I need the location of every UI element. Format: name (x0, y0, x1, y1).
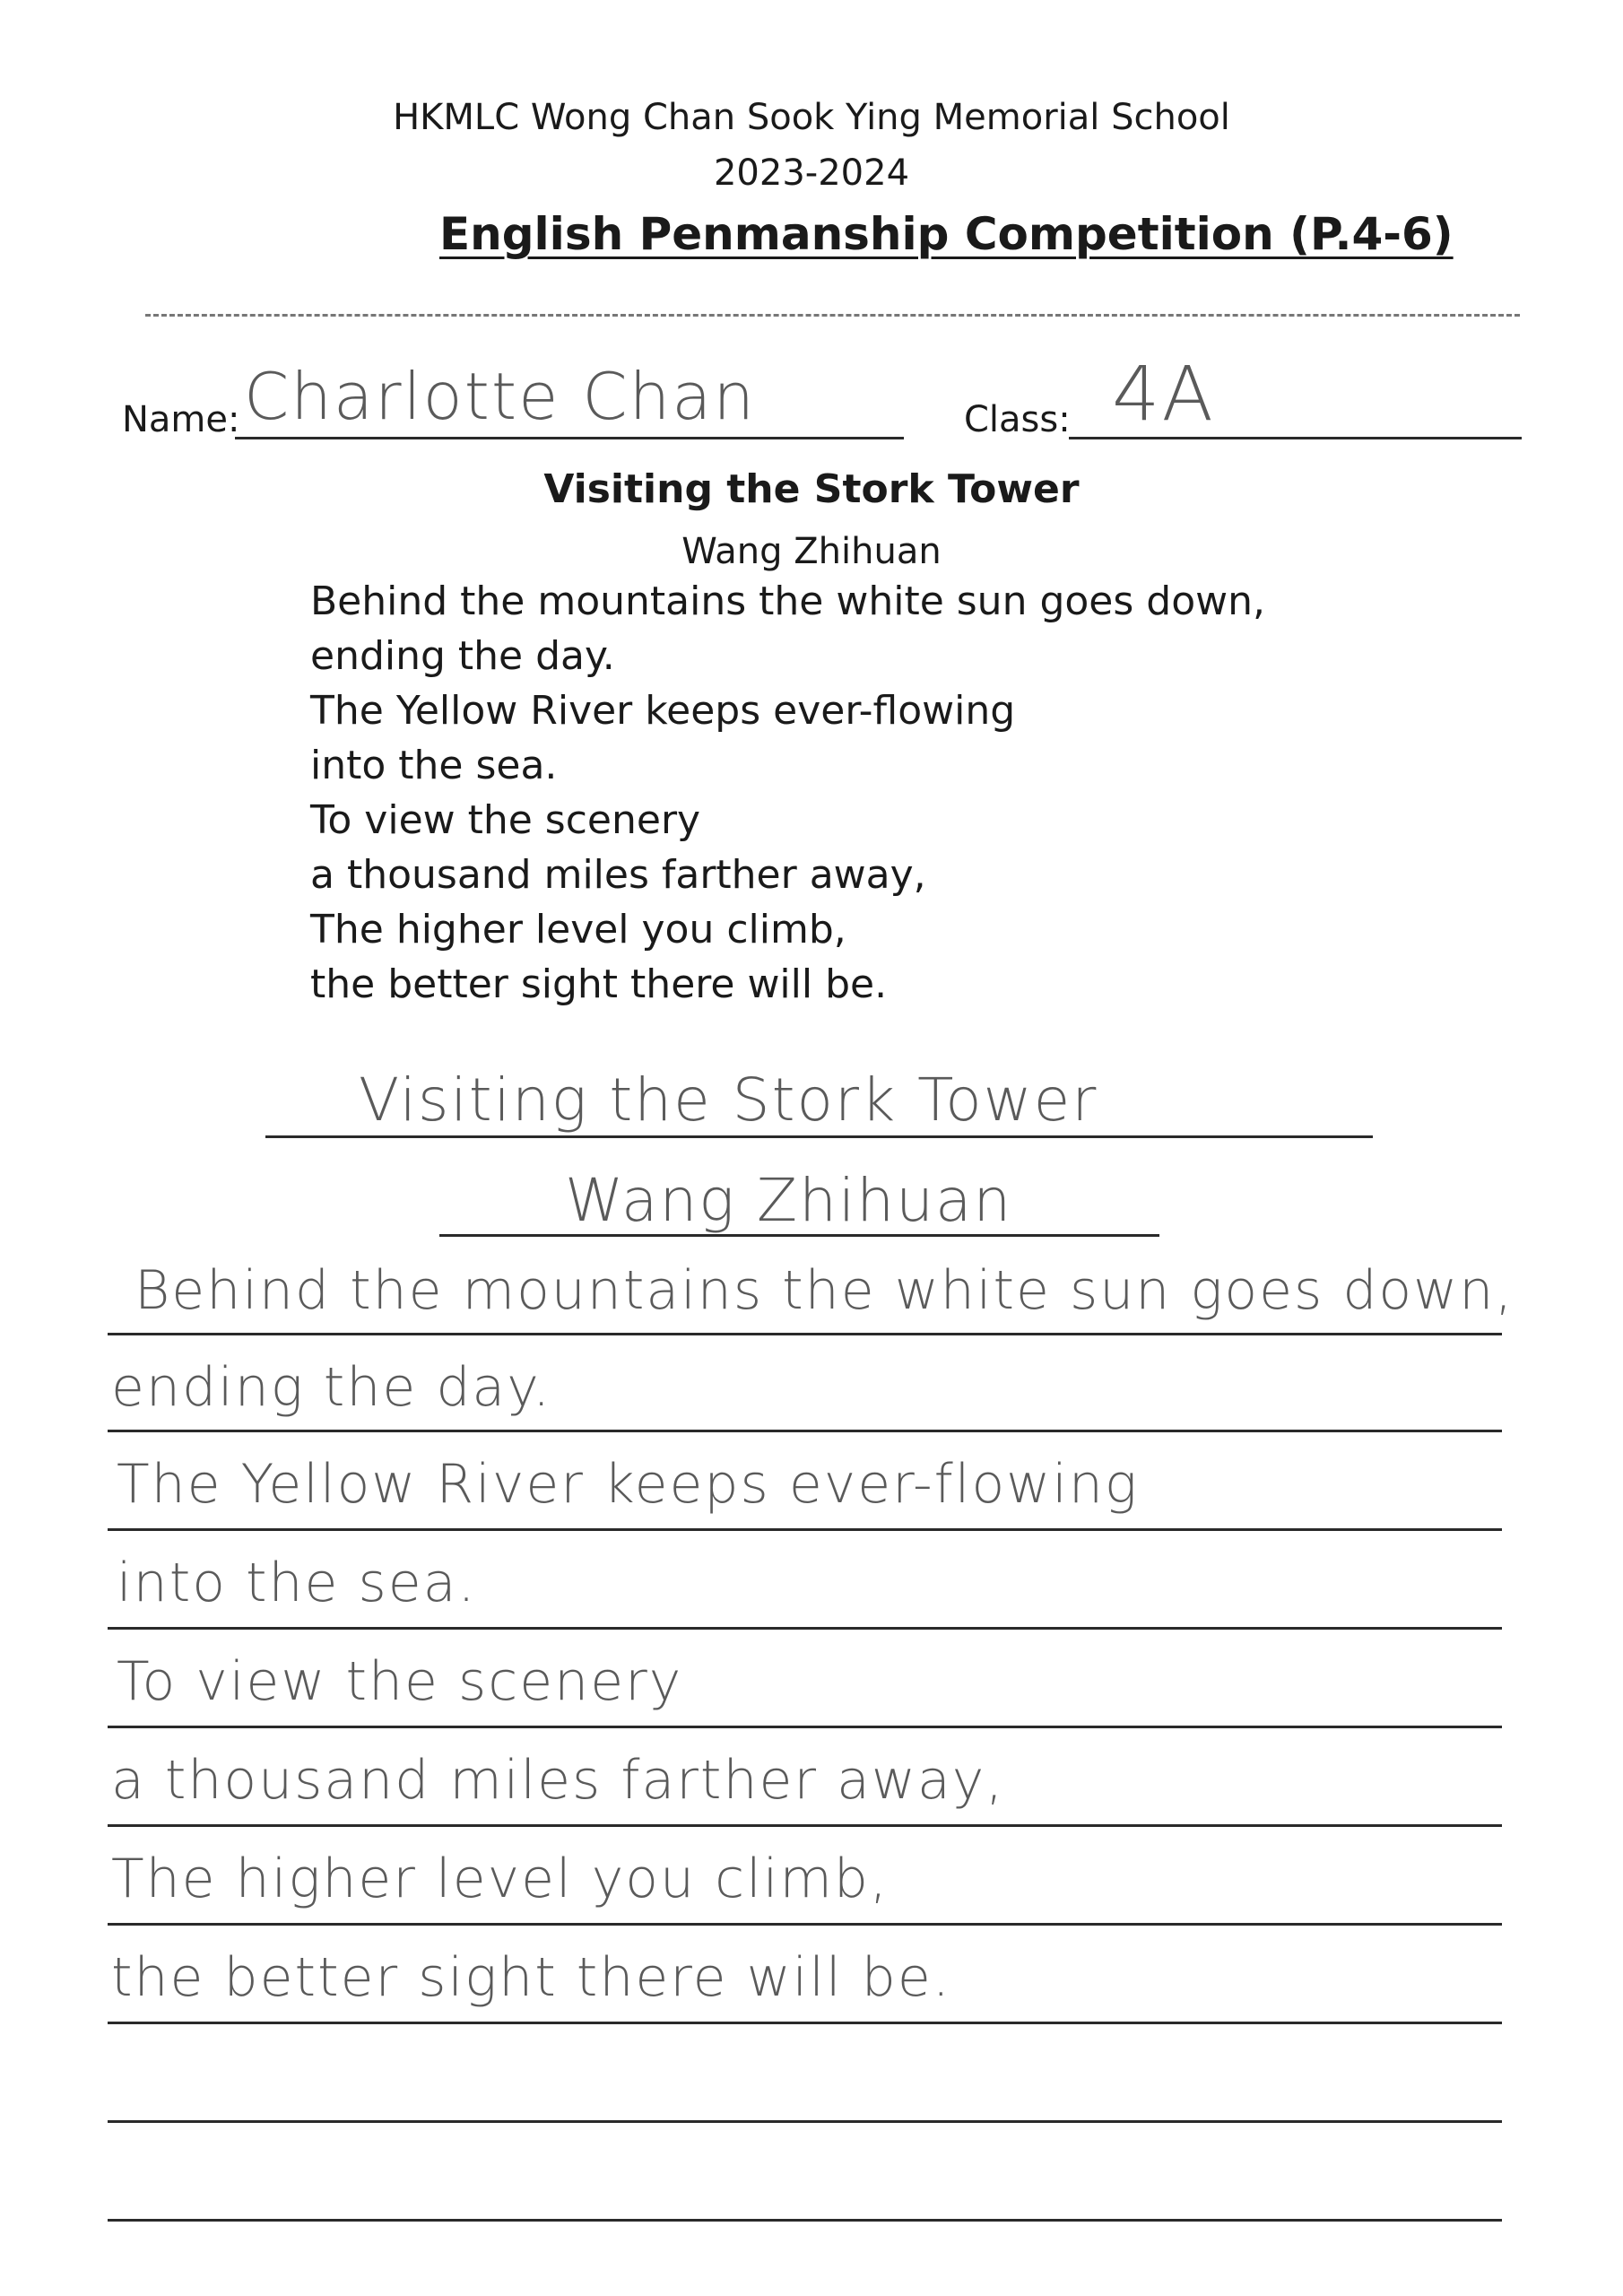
writing-line (108, 2022, 1502, 2024)
competition-title: English Penmanship Competition (P.4-6) (439, 208, 1454, 260)
copy-line: To view the scenery (117, 1650, 683, 1713)
name-label: Name: (122, 399, 240, 440)
poem-line: To view the scenery (310, 797, 701, 843)
school-name: HKMLC Wong Chan Sook Ying Memorial School (393, 97, 1230, 138)
poem-title: Visiting the Stork Tower (543, 466, 1080, 512)
separator-dashed-line (145, 314, 1520, 317)
writing-line (108, 1430, 1502, 1432)
poem-line: into the sea. (310, 743, 558, 788)
poem-line: The higher level you climb, (310, 907, 846, 952)
writing-line (108, 1923, 1502, 1926)
name-value: Charlotte Chan (244, 359, 756, 434)
copy-line: Behind the mountains the white sun goes down, (135, 1259, 1515, 1322)
writing-line (108, 1627, 1502, 1630)
copy-author: Wang Zhihuan (565, 1166, 1013, 1235)
writing-line (108, 1824, 1502, 1827)
poem-author: Wang Zhihuan (681, 531, 942, 572)
copy-title: Visiting the Stork Tower (359, 1065, 1098, 1135)
copy-line: a thousand miles farther away, (111, 1749, 1005, 1812)
poem-text (310, 574, 1265, 1012)
copy-line: ending the day. (111, 1356, 552, 1419)
writing-line (108, 1528, 1502, 1531)
writing-line (108, 1333, 1502, 1335)
copy-title-line (265, 1135, 1373, 1138)
school-year: 2023-2024 (713, 152, 910, 194)
copy-line: into the sea. (117, 1552, 477, 1614)
class-label: Class: (964, 399, 1071, 440)
poem-line: Behind the mountains the white sun goes down, (310, 578, 1265, 624)
poem-line: ending the day. (310, 633, 615, 679)
copy-line: the better sight there will be. (111, 1946, 951, 2009)
writing-line (108, 1726, 1502, 1728)
class-field-line (1069, 437, 1522, 439)
class-value: 4A (1112, 350, 1215, 438)
writing-line (108, 2120, 1502, 2123)
poem-line: a thousand miles farther away, (310, 852, 926, 898)
poem-line: the better sight there will be. (310, 961, 888, 1007)
copy-line: The Yellow River keeps ever-flowing (117, 1453, 1139, 1516)
name-field-line (235, 437, 904, 439)
poem-line: The Yellow River keeps ever-flowing (310, 688, 1016, 734)
copy-line: The higher level you climb, (111, 1848, 890, 1910)
writing-line (108, 2219, 1502, 2222)
copy-author-line (439, 1234, 1159, 1237)
